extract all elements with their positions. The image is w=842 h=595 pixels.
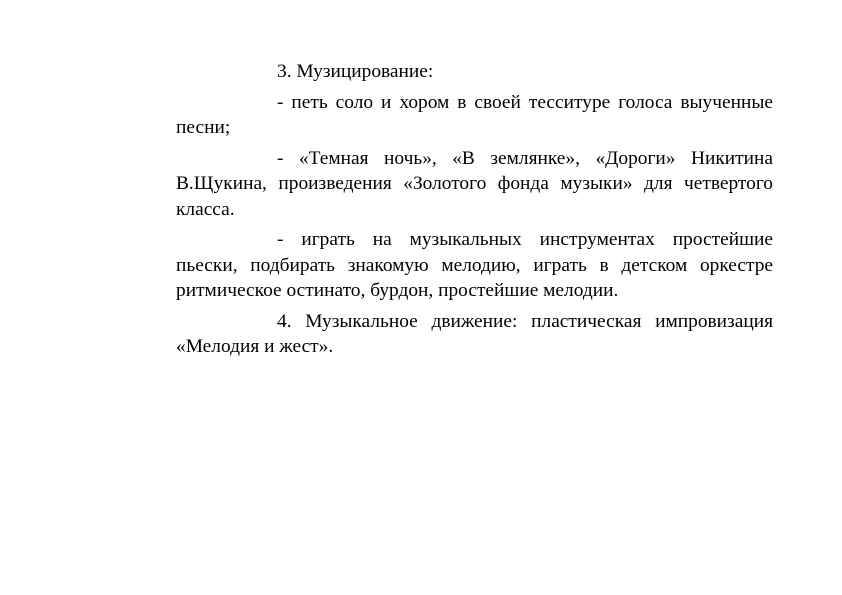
paragraph-movement: 4. Музыкальное движение: пластическая импровизация «Мелодия и жест». — [176, 310, 773, 357]
document-text — [176, 59, 773, 365]
paragraph-instruments: - играть на музыкальных инструментах простейшие пьески, подбирать знакомую мелодию, играть в детском оркестре ритмическое остинато, бурдон, простейшие мелодии. — [176, 229, 773, 301]
paragraph-singing: - петь соло и хором в своей тесситуре голоса выученные песни; — [176, 91, 773, 138]
section-heading-music-making: 3. Музицирование: — [277, 61, 434, 82]
paragraph-song-list: - «Темная ночь», «В землянке», «Дороги» Никитина В.Щукина, произведения «Золотого фонда музыки» для четвертого класса. — [176, 147, 773, 220]
